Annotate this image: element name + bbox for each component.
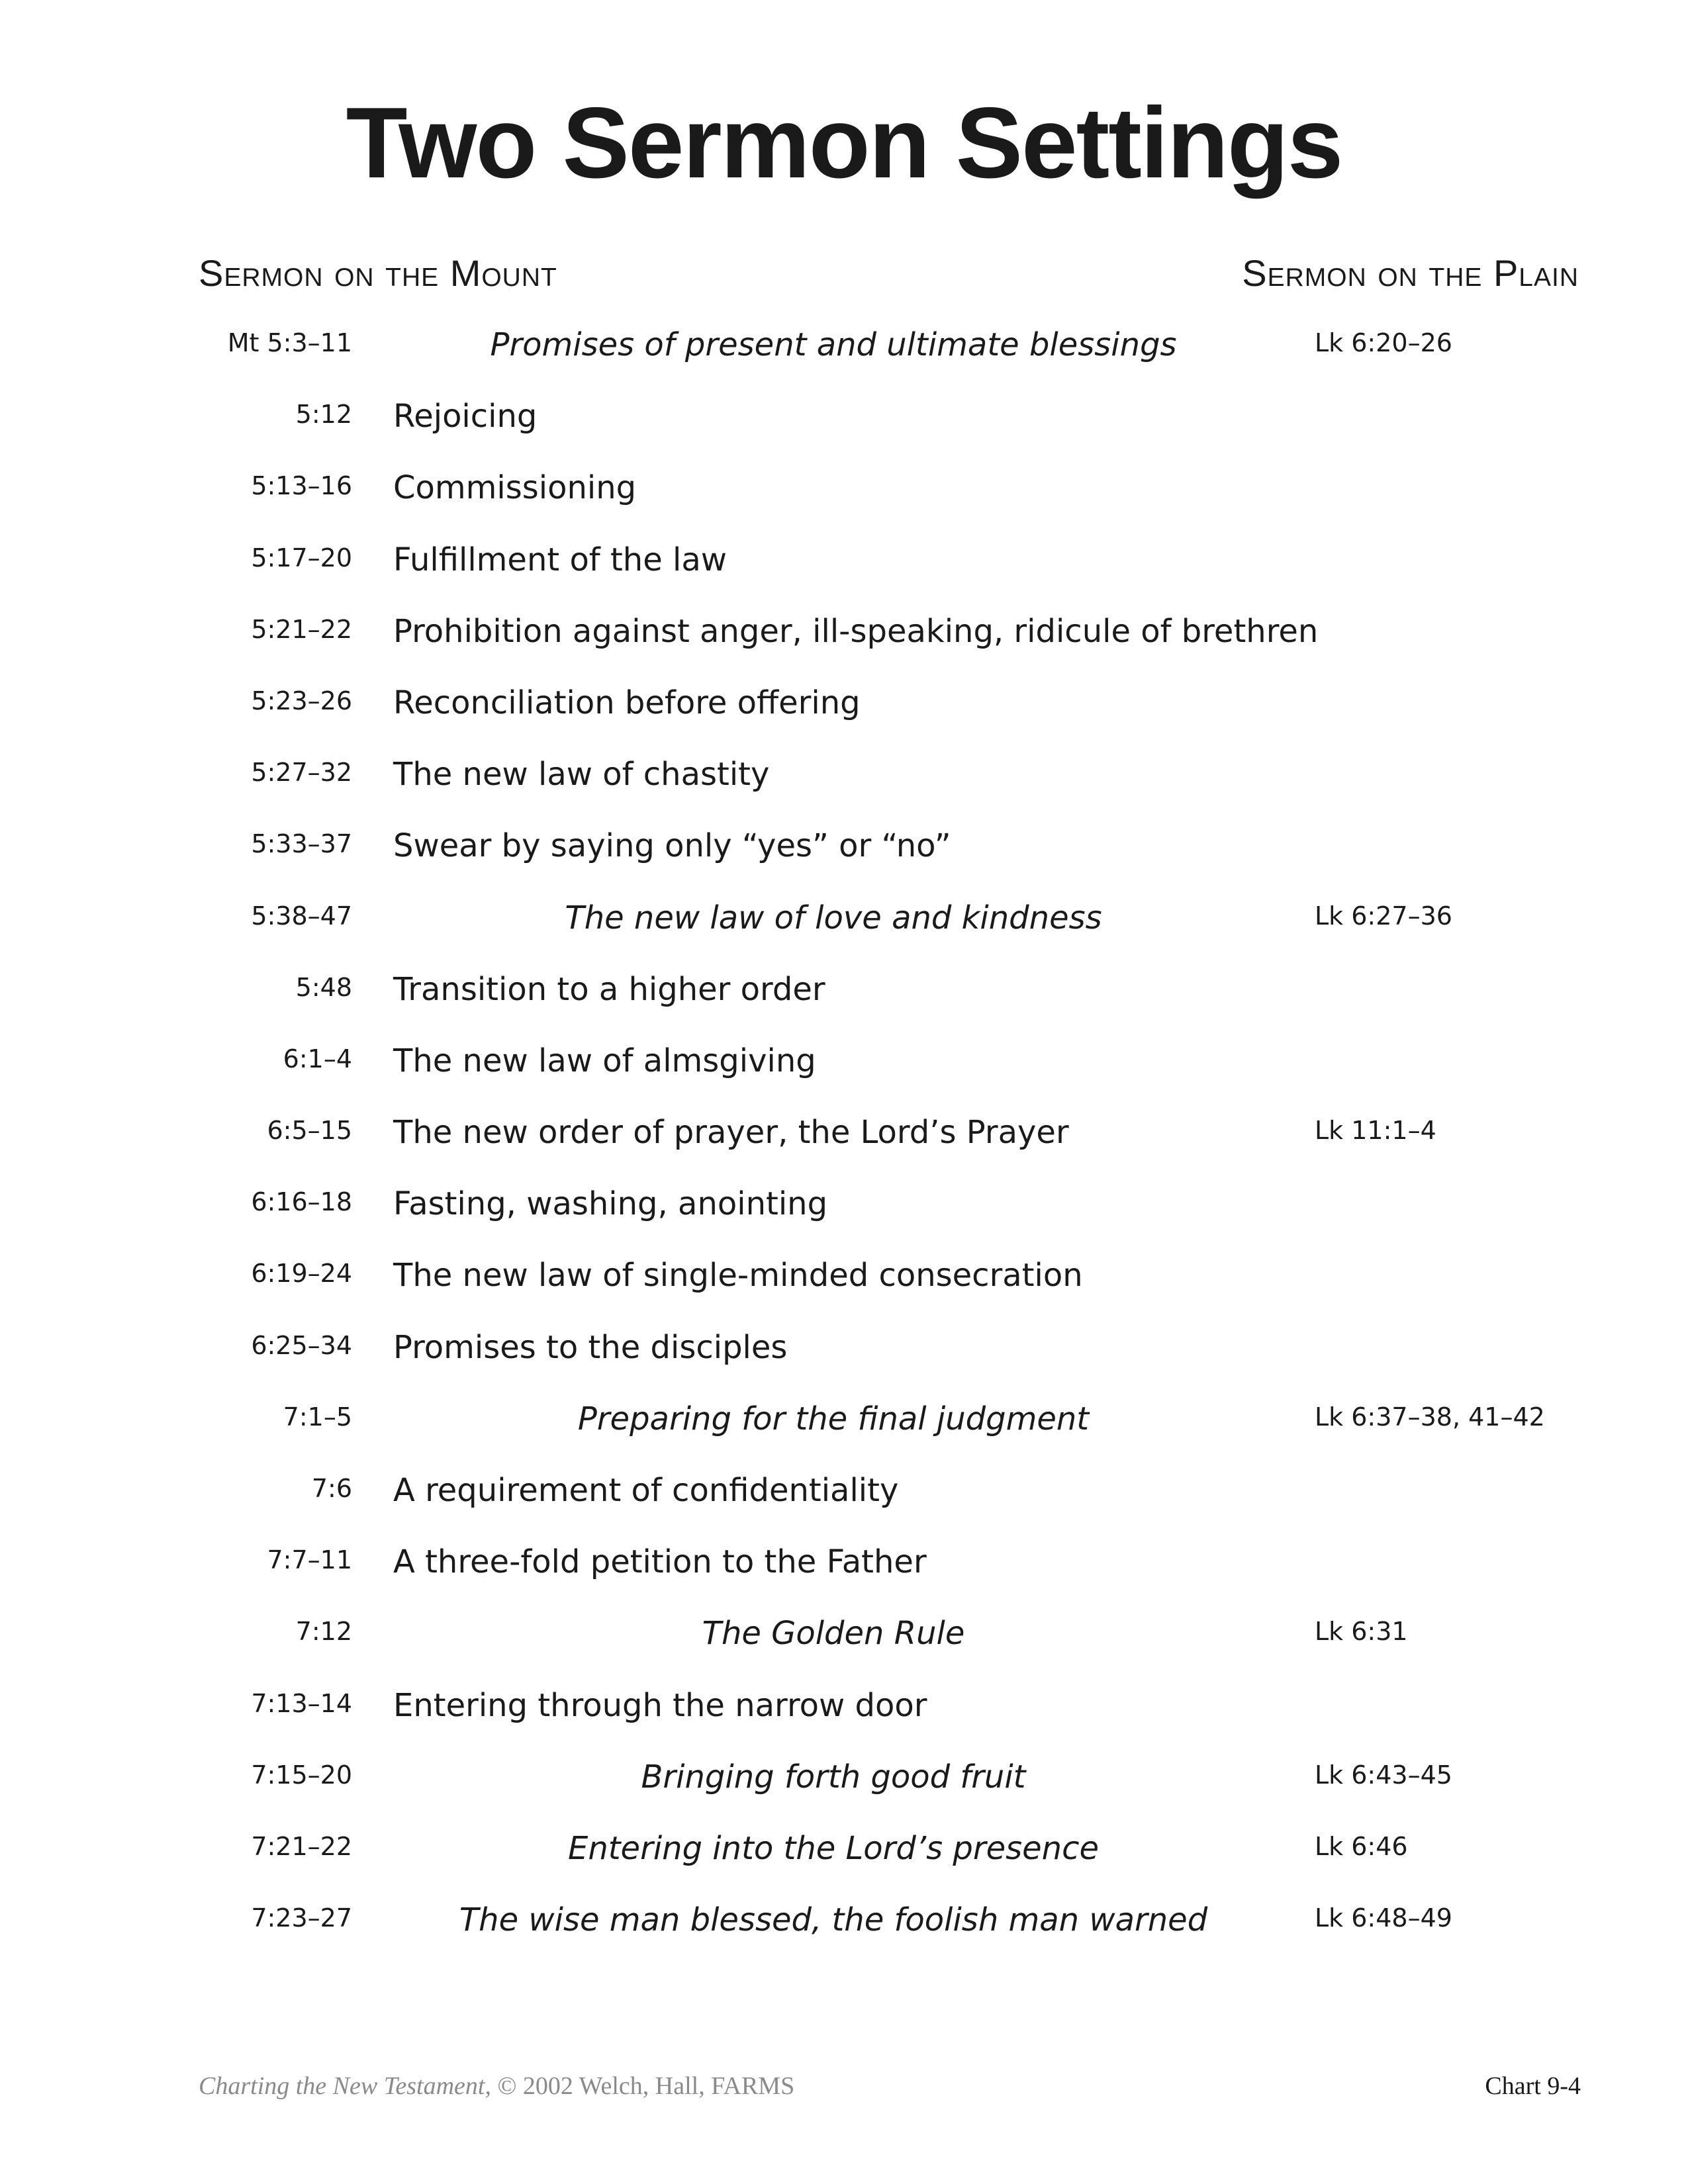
topic: Promises of present and ultimate blessings	[490, 326, 1177, 363]
luke-reference: Lk 6:27–36	[1315, 901, 1452, 931]
luke-reference: Lk 6:43–45	[1315, 1760, 1452, 1790]
matthew-reference: 5:38–47	[251, 901, 352, 931]
topic: Rejoicing	[393, 398, 538, 435]
matthew-reference: 5:17–20	[251, 543, 352, 572]
topic: Preparing for the final judgment	[577, 1400, 1090, 1437]
table-row	[0, 1603, 1688, 1674]
luke-reference: Lk 6:37–38, 41–42	[1315, 1402, 1545, 1432]
topic: The new law of chastity	[393, 756, 770, 794]
matthew-reference: 7:6	[311, 1474, 352, 1503]
table-row	[0, 887, 1688, 959]
table-row	[0, 601, 1688, 672]
table-row	[0, 1102, 1688, 1173]
luke-reference: Lk 11:1–4	[1315, 1116, 1436, 1146]
luke-reference: Lk 6:48–49	[1315, 1903, 1452, 1933]
table-row	[0, 314, 1688, 386]
table-row	[0, 959, 1688, 1030]
topic: The new order of prayer, the Lord’s Prayer	[393, 1114, 1069, 1152]
matthew-reference: 7:21–22	[251, 1831, 352, 1861]
matthew-reference: 6:16–18	[251, 1187, 352, 1217]
table-row	[0, 744, 1688, 815]
topic: Transition to a higher order	[393, 970, 825, 1008]
matthew-reference: 7:1–5	[283, 1402, 352, 1432]
matthew-reference: 7:7–11	[267, 1545, 352, 1575]
matthew-reference: 5:33–37	[251, 829, 352, 859]
topic: Entering into the Lord’s presence	[567, 1829, 1099, 1867]
luke-reference: Lk 6:46	[1315, 1831, 1408, 1861]
topic: Promises to the disciples	[393, 1328, 788, 1366]
topic: The new law of almsgiving	[393, 1042, 816, 1079]
topic: Commissioning	[393, 469, 637, 507]
table-row	[0, 1747, 1688, 1818]
table-row	[0, 1675, 1688, 1747]
table-row	[0, 1388, 1688, 1460]
luke-reference: Lk 6:20–26	[1315, 328, 1452, 357]
topic: Fasting, washing, anointing	[393, 1185, 828, 1223]
topic: Fulfillment of the law	[393, 541, 727, 578]
matthew-reference: 5:21–22	[251, 614, 352, 644]
footer-citation	[199, 2071, 794, 2101]
column-heading-plain: Sermon on the Plain	[1242, 252, 1579, 294]
matthew-reference: 7:23–27	[251, 1903, 352, 1933]
table-row	[0, 1173, 1688, 1245]
table-row	[0, 1245, 1688, 1316]
topic: A requirement of confidentiality	[393, 1472, 899, 1509]
topic: The wise man blessed, the foolish man warned	[459, 1901, 1208, 1939]
luke-reference: Lk 6:31	[1315, 1617, 1408, 1647]
matthew-reference: 6:19–24	[251, 1259, 352, 1289]
topic: The new law of love and kindness	[565, 899, 1102, 936]
chart-number: Chart 9-4	[1485, 2072, 1581, 2100]
page-title: Two Sermon Settings	[346, 87, 1342, 199]
comparison-table	[0, 314, 1688, 1961]
footer-book-title: Charting the New Testament,	[199, 2072, 491, 2100]
matthew-reference: Mt 5:3–11	[227, 328, 352, 357]
topic: Reconciliation before offering	[393, 684, 861, 721]
topic: The Golden Rule	[702, 1615, 965, 1653]
table-row	[0, 457, 1688, 529]
matthew-reference: 5:27–32	[251, 758, 352, 788]
table-row	[0, 1317, 1688, 1388]
table-row	[0, 815, 1688, 887]
matthew-reference: 7:13–14	[251, 1688, 352, 1718]
matthew-reference: 7:15–20	[251, 1760, 352, 1790]
table-row	[0, 386, 1688, 457]
matthew-reference: 5:23–26	[251, 686, 352, 715]
footer-credit: © 2002 Welch, Hall, FARMS	[491, 2072, 795, 2100]
matthew-reference: 6:25–34	[251, 1330, 352, 1360]
matthew-reference: 5:48	[295, 972, 352, 1002]
matthew-reference: 6:5–15	[267, 1116, 352, 1146]
table-row	[0, 1460, 1688, 1531]
topic: A three-fold petition to the Father	[393, 1543, 927, 1581]
table-row	[0, 1889, 1688, 1961]
matthew-reference: 5:12	[295, 400, 352, 430]
topic: Swear by saying only “yes” or “no”	[393, 827, 951, 865]
topic: Bringing forth good fruit	[641, 1758, 1026, 1796]
table-row	[0, 1818, 1688, 1889]
topic: Entering through the narrow door	[393, 1686, 927, 1724]
topic: Prohibition against anger, ill-speaking, ridicule of brethren	[393, 612, 1319, 650]
table-row	[0, 529, 1688, 601]
matthew-reference: 5:13–16	[251, 471, 352, 501]
column-heading-mount: Sermon on the Mount	[199, 252, 557, 294]
table-row	[0, 1531, 1688, 1603]
topic: The new law of single-minded consecration	[393, 1257, 1083, 1295]
matthew-reference: 7:12	[295, 1617, 352, 1647]
table-row	[0, 672, 1688, 744]
matthew-reference: 6:1–4	[283, 1044, 352, 1073]
table-row	[0, 1030, 1688, 1102]
